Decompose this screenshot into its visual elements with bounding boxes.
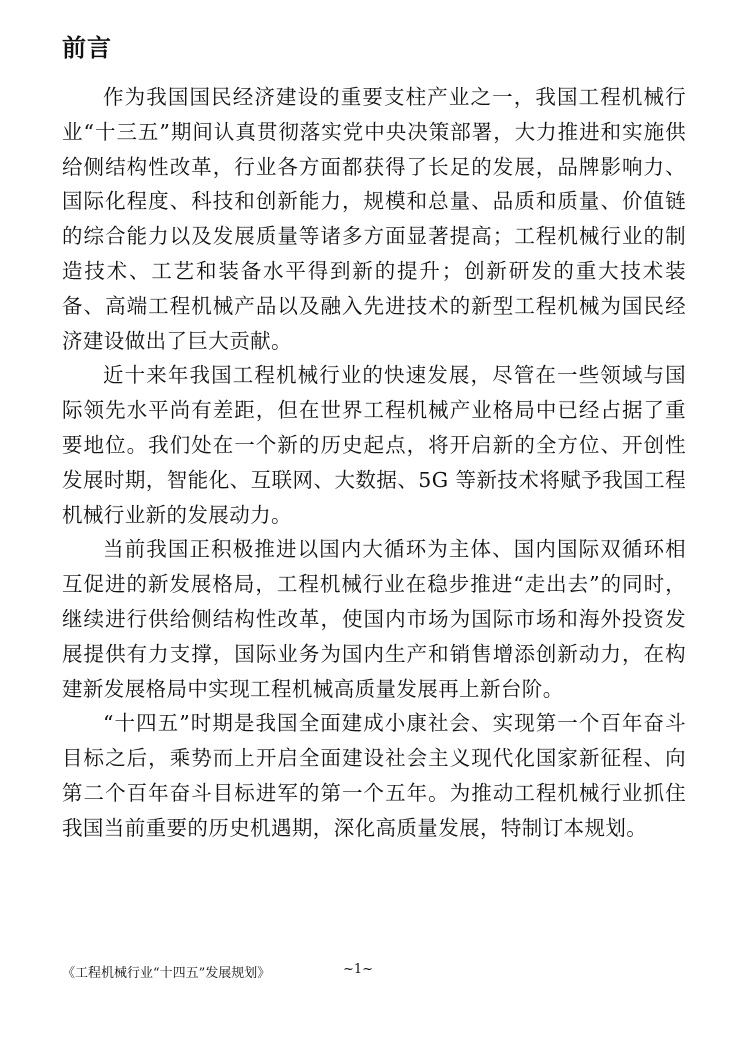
body-text <box>62 80 686 846</box>
paragraph-4: “十四五”时期是我国全面建成小康社会、实现第一个百年奋斗目标之后，乘势而上开启全面建设社会主义现代化国家新征程、向第二个百年奋斗目标进军的第一个五年。为推动工程机械行业抓住我国当前重要的历史机遇期，深化高质量发展，特制订本规划。 <box>62 711 686 840</box>
footer-page-number: ~1~ <box>343 962 374 977</box>
paragraph-2: 近十来年我国工程机械行业的快速发展，尽管在一些领域与国际领先水平尚有差距，但在世界工程机械产业格局中已经占据了重要地位。我们处在一个新的历史起点，将开启新的全方位、开创性发展时期，智能化、互联网、大数据、5G 等新技术将赋予我国工程机械行业新的发展动力。 <box>62 363 686 527</box>
page-title: 前言 <box>62 34 112 62</box>
paragraph-3: 当前我国正积极推进以国内大循环为主体、国内国际双循环相互促进的新发展格局，工程机械行业在稳步推进“走出去”的同时，继续进行供给侧结构性改革，使国内市场为国际市场和海外投资发展提供有力支撑，国际业务为国内生产和销售增添创新动力，在构建新发展格局中实现工程机械高质量发展再上新台阶。 <box>62 537 686 701</box>
footer-document-title: 《工程机械行业“十四五”发展规划》 <box>62 966 271 981</box>
paragraph-1: 作为我国国民经济建设的重要支柱产业之一，我国工程机械行业“十三五”期间认真贯彻落实党中央决策部署，大力推进和实施供给侧结构性改革，行业各方面都获得了长足的发展，品牌影响力、国际化程度、科技和创新能力，规模和总量、品质和质量、价值链的综合能力以及发展质量等诸多方面显著提高；工程机械行业的制造技术、工艺和装备水平得到新的提升；创新研发的重大技术装备、高端工程机械产品以及融入先进技术的新型工程机械为国民经济建设做出了巨大贡献。 <box>62 85 686 353</box>
